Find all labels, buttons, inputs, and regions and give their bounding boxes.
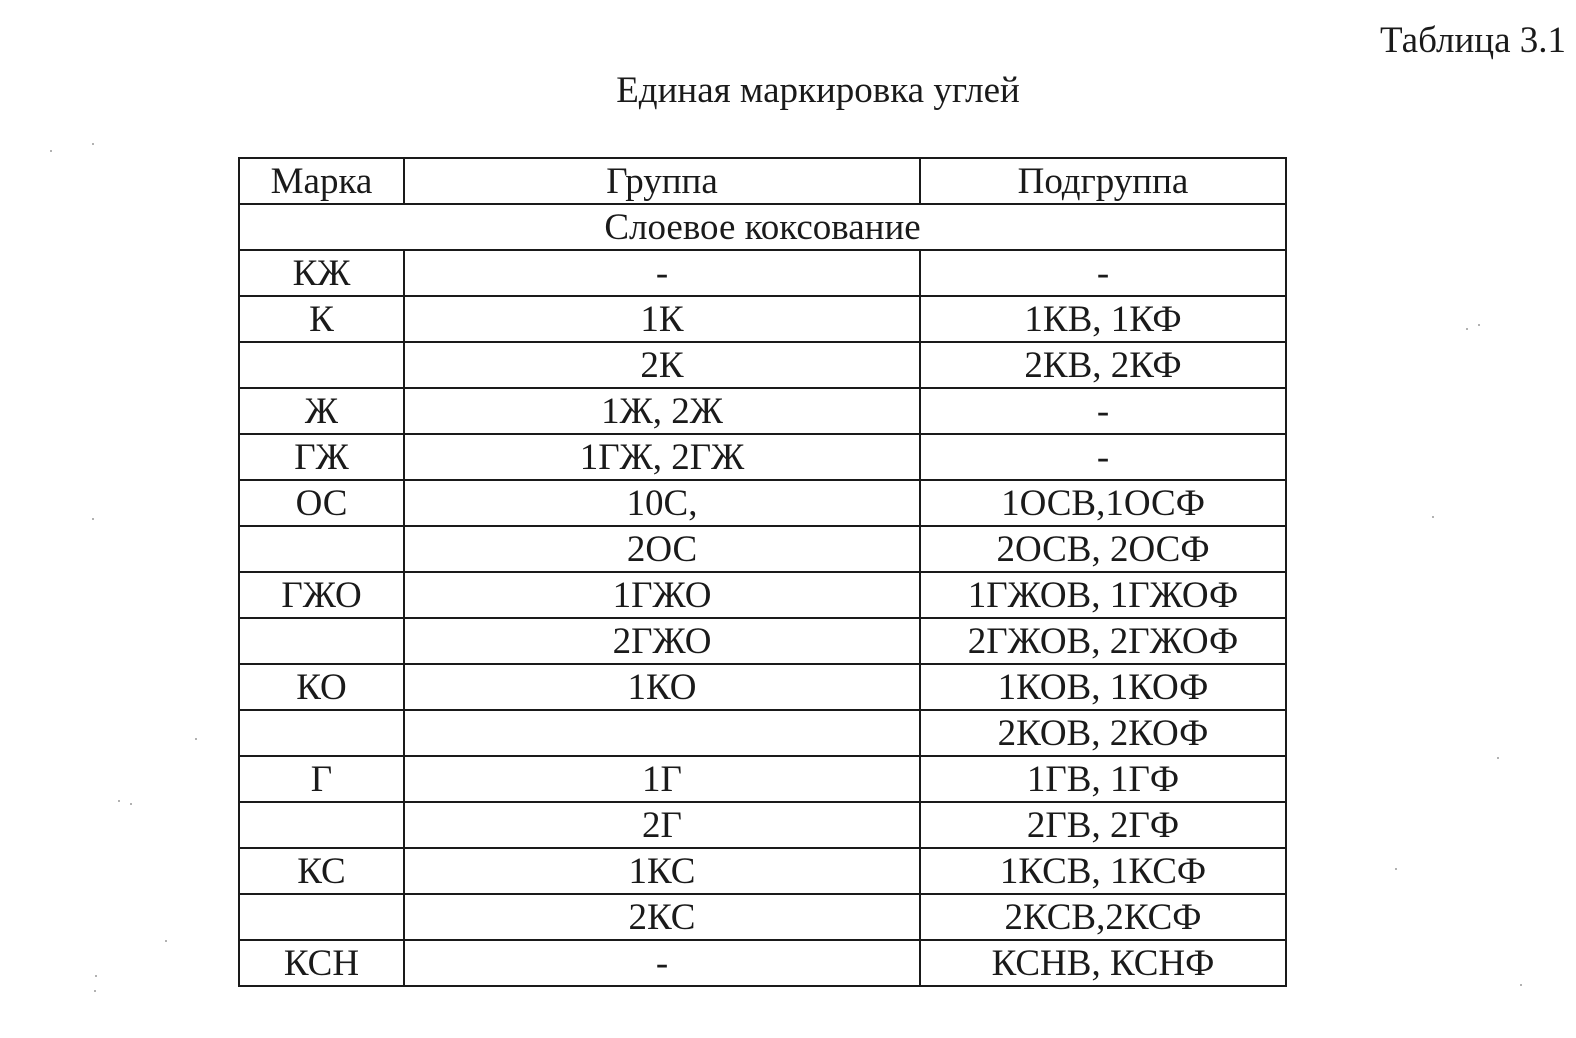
cell-group: 2КС <box>404 894 920 940</box>
cell-mark: ОС <box>239 480 404 526</box>
cell-subgroup: - <box>920 250 1286 296</box>
table-number: Таблица 3.1 <box>1380 20 1566 61</box>
scan-speck <box>92 143 94 145</box>
scan-speck <box>1497 757 1499 759</box>
cell-mark <box>239 526 404 572</box>
cell-subgroup: 1ГЖОВ, 1ГЖОФ <box>920 572 1286 618</box>
coal-marking-table <box>238 157 1287 987</box>
cell-subgroup: 1КВ, 1КФ <box>920 296 1286 342</box>
table-row <box>239 894 1286 940</box>
table-row <box>239 848 1286 894</box>
cell-group: 2ОС <box>404 526 920 572</box>
cell-subgroup: 2КСВ,2КСФ <box>920 894 1286 940</box>
cell-group: 1К <box>404 296 920 342</box>
scan-speck <box>195 738 197 740</box>
cell-subgroup: 2ГВ, 2ГФ <box>920 802 1286 848</box>
header-group: Группа <box>404 158 920 204</box>
cell-subgroup: КСНВ, КСНФ <box>920 940 1286 986</box>
cell-mark: Г <box>239 756 404 802</box>
cell-mark: ГЖ <box>239 434 404 480</box>
cell-group: 1ГЖО <box>404 572 920 618</box>
scan-speck <box>1520 984 1522 986</box>
table-row <box>239 250 1286 296</box>
table-row <box>239 664 1286 710</box>
table-row <box>239 342 1286 388</box>
table-row <box>239 296 1286 342</box>
cell-mark <box>239 710 404 756</box>
cell-subgroup: 1ГВ, 1ГФ <box>920 756 1286 802</box>
scan-speck <box>1432 516 1434 518</box>
cell-subgroup: 2КВ, 2КФ <box>920 342 1286 388</box>
scan-speck <box>118 800 120 802</box>
cell-subgroup: - <box>920 434 1286 480</box>
table-row <box>239 526 1286 572</box>
scan-speck <box>130 803 132 805</box>
cell-subgroup: 1КСВ, 1КСФ <box>920 848 1286 894</box>
cell-mark <box>239 802 404 848</box>
table-row <box>239 618 1286 664</box>
scan-speck <box>92 518 94 520</box>
cell-mark <box>239 894 404 940</box>
cell-group: 1ГЖ, 2ГЖ <box>404 434 920 480</box>
cell-mark: Ж <box>239 388 404 434</box>
cell-group: 1Г <box>404 756 920 802</box>
cell-subgroup: 1КОВ, 1КОФ <box>920 664 1286 710</box>
scan-speck <box>1478 324 1480 326</box>
cell-mark: К <box>239 296 404 342</box>
section-label: Слоевое коксование <box>239 204 1286 250</box>
table-row <box>239 710 1286 756</box>
table-row <box>239 480 1286 526</box>
table-row <box>239 802 1286 848</box>
cell-subgroup: 2ГЖОВ, 2ГЖОФ <box>920 618 1286 664</box>
cell-group: 1КО <box>404 664 920 710</box>
cell-mark <box>239 342 404 388</box>
cell-mark <box>239 618 404 664</box>
cell-subgroup: 2КОВ, 2КОФ <box>920 710 1286 756</box>
cell-group: - <box>404 250 920 296</box>
scan-speck <box>95 975 97 977</box>
table-row <box>239 756 1286 802</box>
table-body <box>239 158 1286 986</box>
cell-group: 1Ж, 2Ж <box>404 388 920 434</box>
cell-group: 2Г <box>404 802 920 848</box>
cell-subgroup: 2ОСВ, 2ОСФ <box>920 526 1286 572</box>
cell-mark: КЖ <box>239 250 404 296</box>
cell-mark: КО <box>239 664 404 710</box>
header-mark: Марка <box>239 158 404 204</box>
scan-speck <box>1466 328 1468 330</box>
cell-group: 2ГЖО <box>404 618 920 664</box>
scan-speck <box>1395 868 1397 870</box>
section-row <box>239 204 1286 250</box>
cell-group: 1КС <box>404 848 920 894</box>
table-title: Единая маркировка углей <box>616 70 1020 111</box>
table-row <box>239 940 1286 986</box>
header-row <box>239 158 1286 204</box>
scan-speck <box>94 990 96 992</box>
table-row <box>239 572 1286 618</box>
scan-speck <box>165 940 167 942</box>
cell-group <box>404 710 920 756</box>
header-subgroup: Подгруппа <box>920 158 1286 204</box>
cell-group: - <box>404 940 920 986</box>
cell-mark: КС <box>239 848 404 894</box>
table-row <box>239 388 1286 434</box>
cell-mark: ГЖО <box>239 572 404 618</box>
cell-mark: КСН <box>239 940 404 986</box>
cell-subgroup: 1ОСВ,1ОСФ <box>920 480 1286 526</box>
cell-group: 2К <box>404 342 920 388</box>
table-row <box>239 434 1286 480</box>
cell-subgroup: - <box>920 388 1286 434</box>
scan-speck <box>50 150 52 152</box>
cell-group: 10С, <box>404 480 920 526</box>
